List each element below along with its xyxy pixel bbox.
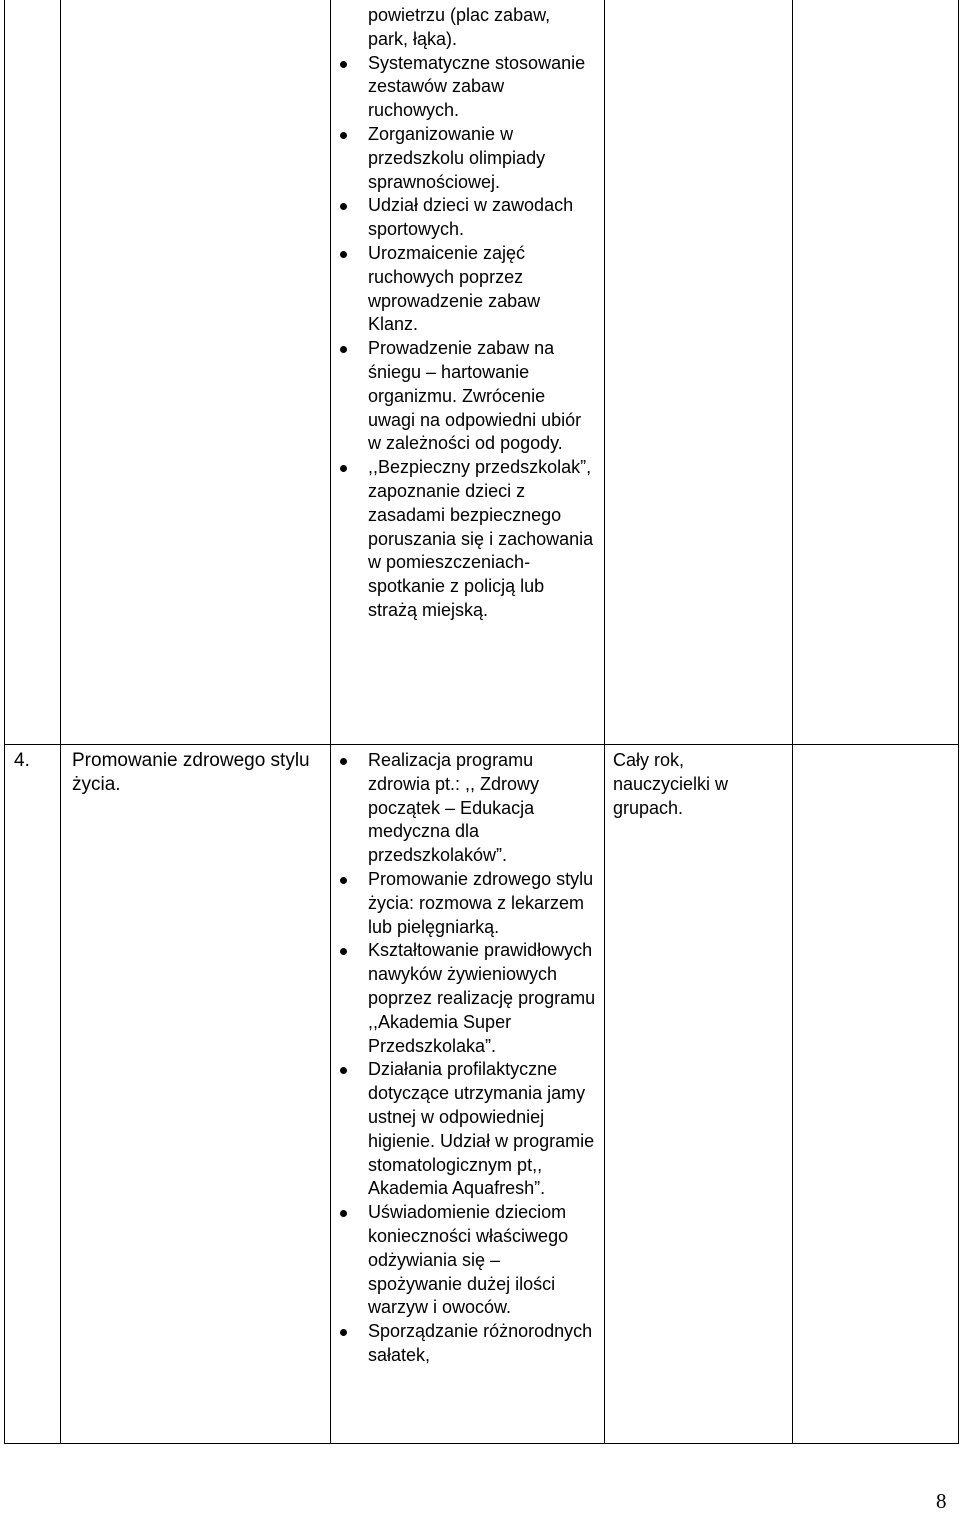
- list-item: Działania profilaktyczne dotyczące utrzymania jamy ustnej w odpowiedniej higienie. Udział w programie stomatologicznym pt,, Akademia Aquafresh”.: [334, 1058, 596, 1201]
- list-item: powietrzu (plac zabaw, park, łąka).: [368, 5, 551, 49]
- row2-task: Promowanie zdrowego stylu życia.: [72, 750, 310, 795]
- page-number: 8: [936, 1489, 947, 1513]
- list-item: Udział dzieci w zawodach sportowych.: [334, 194, 594, 242]
- row1-activities-list: [334, 4, 594, 623]
- row2-number: 4.: [14, 750, 30, 771]
- list-item: Urozmaicenie zajęć ruchowych poprzez wprowadzenie zabaw Klanz.: [334, 242, 594, 337]
- row2-activities-list: [334, 749, 596, 1368]
- list-item: Prowadzenie zabaw na śniegu – hartowanie organizmu. Zwrócenie uwagi na odpowiedni ubiór w zależności od pogody.: [334, 337, 594, 456]
- list-item: Realizacja programu zdrowia pt.: ,, Zdrowy początek – Edukacja medyczna dla przedszkolaków”.: [334, 749, 596, 868]
- row1-activities-cell: [334, 4, 594, 623]
- list-item: Zorganizowanie w przedszkolu olimpiady sprawnościowej.: [334, 123, 594, 194]
- list-item: Kształtowanie prawidłowych nawyków żywieniowych poprzez realizację programu ,,Akademia Super Przedszkolaka”.: [334, 939, 596, 1058]
- list-item: Sporządzanie różnorodnych sałatek,: [334, 1320, 596, 1368]
- list-item: ,,Bezpieczny przedszkolak”, zapoznanie dzieci z zasadami bezpiecznego poruszania się i zachowania w pomieszczeniach- spotkanie z policją lub strażą miejską.: [334, 456, 594, 623]
- row2-term: Cały rok, nauczycielki w grupach.: [613, 750, 729, 818]
- list-item: Uświadomienie dzieciom konieczności właściwego odżywiania się – spożywanie dużej ilości warzyw i owoców.: [334, 1201, 596, 1320]
- row2-activities-cell: [334, 749, 596, 1368]
- list-item: Promowanie zdrowego stylu życia: rozmowa z lekarzem lub pielęgniarką.: [334, 868, 596, 939]
- list-item: Systematyczne stosowanie zestawów zabaw ruchowych.: [334, 52, 594, 123]
